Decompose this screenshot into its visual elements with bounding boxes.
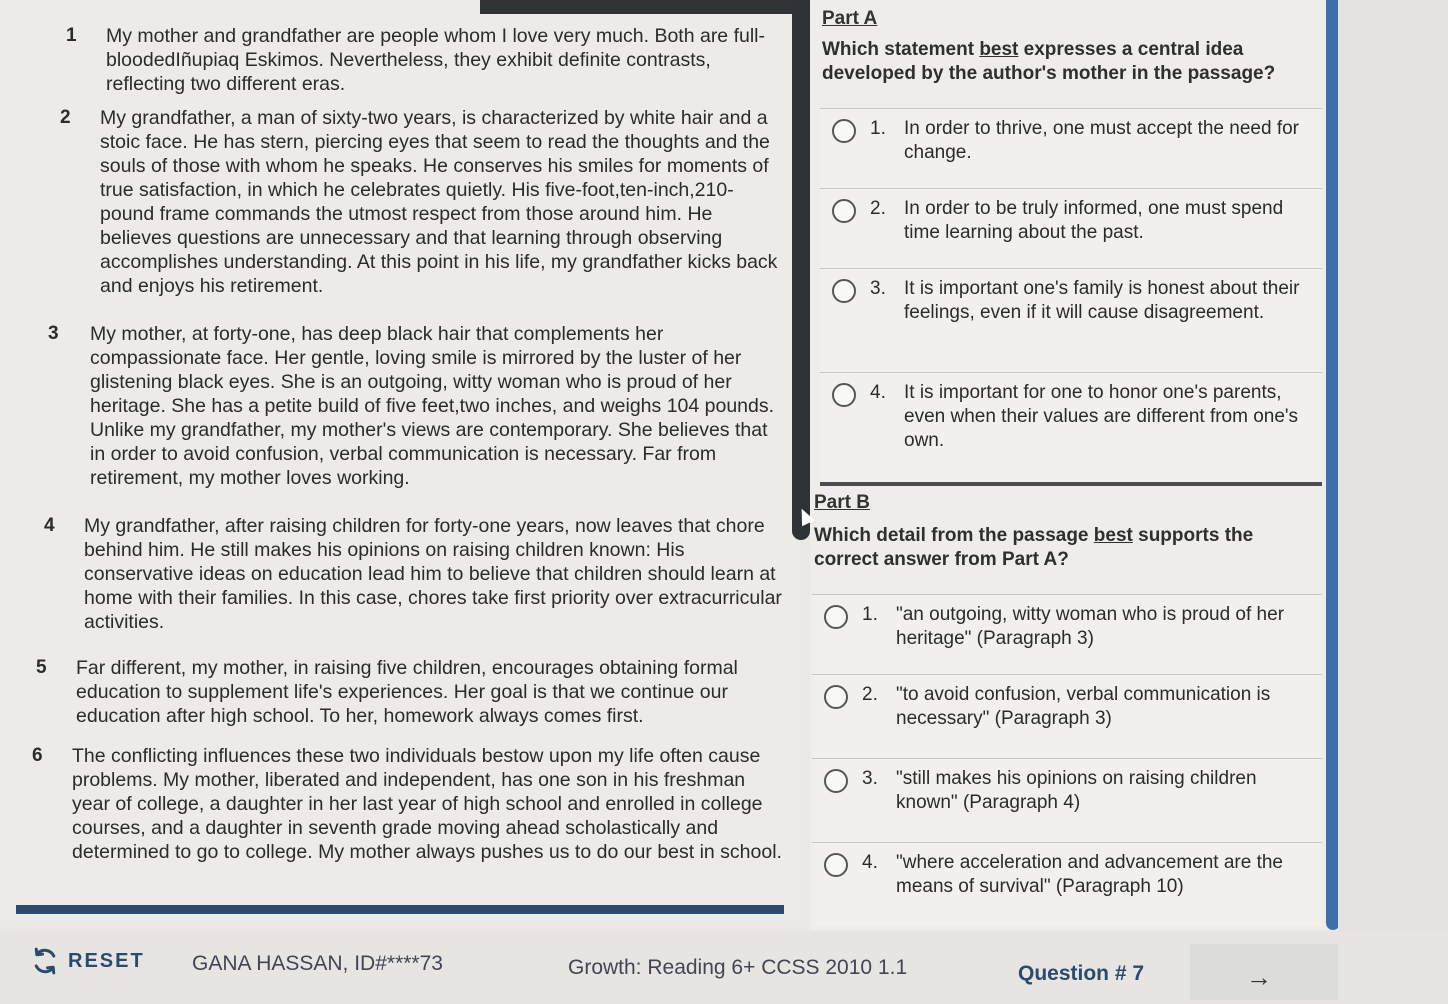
paragraph-number: 4 — [44, 515, 55, 536]
part-b-option-3[interactable] — [812, 758, 1322, 842]
paragraph-text: My grandfather, after raising children for forty-one years, now leaves that chore behind him. He still makes his opinions on raising children known: His conservative ideas on education lead him to believe that children should learn at home with their families. In this case, chores take first priority over extracurricular activities. — [84, 515, 782, 633]
option-number: 1. — [870, 118, 886, 139]
right-margin — [1338, 0, 1448, 1004]
option-text: It is important for one to honor one's parents, even when their values are different from one's own. — [904, 382, 1299, 451]
option-text: "to avoid confusion, verbal communication is necessary" (Paragraph 3) — [896, 684, 1271, 729]
part-a-option-2[interactable] — [820, 188, 1322, 268]
test-name: Growth: Reading 6+ CCSS 2010 1.1 — [568, 956, 908, 979]
paragraph-number: 3 — [48, 323, 59, 344]
paragraph-number: 2 — [60, 107, 71, 128]
paragraph-5 — [36, 656, 788, 728]
radio-button[interactable] — [824, 853, 848, 877]
part-divider — [820, 482, 1322, 486]
paragraph-text: My mother, at forty-one, has deep black hair that complements her compassionate face. Her gentle, loving smile is mirrored by the luster of her glistening black eyes. She is an outgoing, witty woman who is proud of her heritage. She has a petite build of five feet,two inches, and weighs 104 pounds. Unlike my grandfather, my mother's views are contemporary. She believes that in order to avoid confusion, verbal communication is necessary. Far from retirement, my mother loves working. — [90, 323, 775, 489]
question-emphasis: best — [1093, 525, 1133, 546]
question-text-end: supports the correct answer from Part A? — [814, 525, 1254, 570]
option-number: 2. — [870, 198, 886, 219]
part-b-option-2[interactable] — [812, 674, 1322, 758]
paragraph-text: My grandfather, a man of sixty-two years, is characterized by white hair and a stoic face. He has stern, piercing eyes that seem to read the thoughts and the souls of those with whom he speaks. He conserves his smiles for moments of true satisfaction, in which he celebrates quietly. His five-foot,ten-inch,210-pound frame commands the utmost respect from those around him. He believes questions are unnecessary and that learning through observing accomplishes understanding. At this point in his life, my grandfather kicks back and enjoys his retirement. — [100, 107, 778, 297]
option-text: It is important one's family is honest about their feelings, even if it will cause disagreement. — [904, 278, 1300, 323]
paragraph-text: Far different, my mother, in raising five children, encourages obtaining formal education to supplement life's experiences. Her goal is that we continue our education after high school. To her, homework always comes first. — [76, 657, 738, 727]
question-number: Question # 7 — [1018, 962, 1145, 985]
question-text-end: expresses a central idea developed by the author's mother in the passage? — [822, 39, 1276, 84]
passage-scrollbar[interactable] — [792, 0, 810, 540]
option-text: "an outgoing, witty woman who is proud of her heritage" (Paragraph 3) — [896, 604, 1285, 649]
paragraph-text: The conflicting influences these two individuals bestow upon my life often cause problems. My mother, liberated and independent, has one son in his freshman year of college, a daughter in her last year of high school and enrolled in college courses, and a daughter in seventh grade moving ahead scholastically and determined to go to college. My mother always pushes us to do our best in school. — [72, 745, 782, 863]
paragraph-number: 1 — [66, 25, 77, 46]
radio-button[interactable] — [832, 119, 856, 143]
paragraph-text: My mother and grandfather are people whom I love very much. Both are full-bloodedIñupiaq Eskimos. Nevertheless, they exhibit definite contrasts, reflecting two different eras. — [106, 25, 765, 95]
option-number: 3. — [862, 768, 878, 789]
radio-button[interactable] — [832, 383, 856, 407]
part-a-option-3[interactable] — [820, 268, 1322, 372]
part-b-label: Part B — [814, 492, 870, 513]
radio-button[interactable] — [832, 199, 856, 223]
paragraph-1 — [66, 24, 796, 96]
option-text: "where acceleration and advancement are the means of survival" (Paragraph 10) — [896, 852, 1283, 897]
part-a-label: Part A — [822, 8, 878, 29]
option-text: In order to be truly informed, one must spend time learning about the past. — [904, 198, 1284, 243]
radio-button[interactable] — [824, 685, 848, 709]
option-number: 4. — [862, 852, 878, 873]
passage-divider — [16, 905, 784, 914]
paragraph-4 — [44, 514, 788, 634]
option-number: 2. — [862, 684, 878, 705]
part-b-option-4[interactable] — [812, 842, 1322, 926]
radio-button[interactable] — [824, 605, 848, 629]
paragraph-3 — [48, 322, 788, 490]
student-info: GANA HASSAN, ID#****73 — [192, 952, 443, 975]
paragraph-number: 6 — [32, 745, 43, 766]
right-arrow-icon[interactable]: → — [1246, 962, 1272, 992]
part-b-option-1[interactable] — [812, 594, 1322, 674]
part-a-option-1[interactable] — [820, 108, 1322, 188]
option-text: In order to thrive, one must accept the need for change. — [904, 118, 1300, 163]
option-text: "still makes his opinions on raising children known" (Paragraph 4) — [896, 768, 1257, 813]
reset-button[interactable] — [30, 946, 145, 976]
option-number: 1. — [862, 604, 878, 625]
reset-label: RESET — [68, 949, 145, 972]
paragraph-6 — [32, 744, 788, 864]
option-number: 4. — [870, 382, 886, 403]
paragraph-number: 5 — [36, 657, 47, 678]
part-a-option-4[interactable] — [820, 372, 1322, 482]
part-b-question — [814, 524, 1284, 572]
part-a-question — [822, 38, 1302, 86]
radio-button[interactable] — [824, 769, 848, 793]
question-text-start: Which statement — [822, 39, 980, 60]
radio-button[interactable] — [832, 279, 856, 303]
question-emphasis: best — [979, 39, 1019, 60]
option-number: 3. — [870, 278, 886, 299]
question-text-start: Which detail from the passage — [814, 525, 1094, 546]
refresh-icon — [30, 946, 60, 976]
paragraph-2 — [60, 106, 788, 298]
